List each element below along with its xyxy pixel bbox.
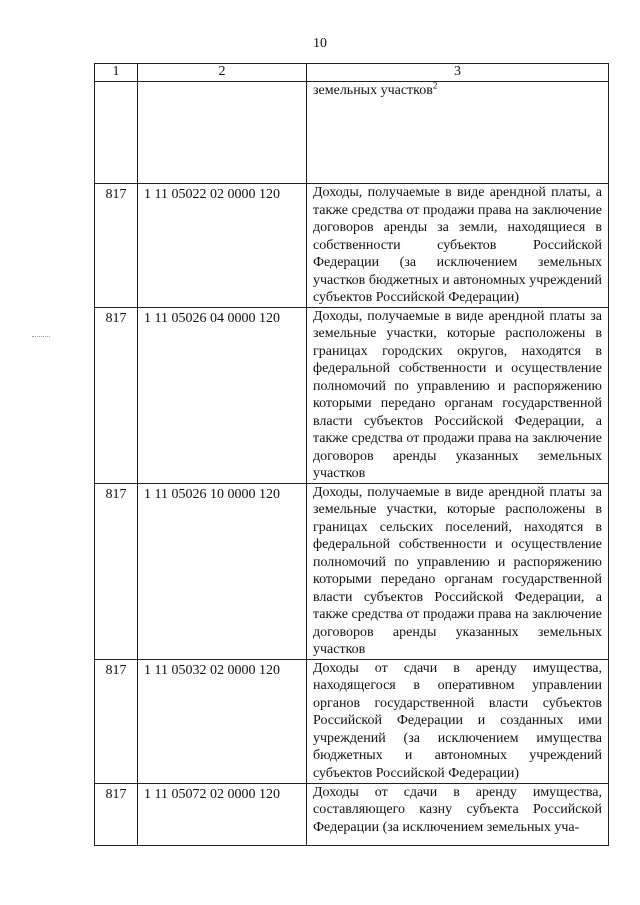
admin-code-cell: 817 [95,184,138,308]
continuation-text: земельных участков [313,83,433,98]
continuation-cell [307,82,609,184]
table-header-row [95,64,609,82]
kbk-code-cell: 1 11 05072 02 0000 120 [138,783,307,845]
admin-code-cell: 817 [95,659,138,783]
table-row [95,483,609,659]
column-header-2: 2 [138,64,307,82]
description-cell: Доходы от сдачи в аренду имущества, составляющего казну субъекта Российской Федерации (за исключением земельных уча- [307,783,609,845]
empty-cell [95,82,138,184]
table-row [95,783,609,845]
admin-code-cell: 817 [95,307,138,483]
admin-code-cell: 817 [95,783,138,845]
column-header-3: 3 [307,64,609,82]
footnote-marker: 2 [432,80,438,91]
kbk-code-cell: 1 11 05026 04 0000 120 [138,307,307,483]
kbk-code-cell: 1 11 05026 10 0000 120 [138,483,307,659]
page-number: 10 [313,36,327,51]
table-row-continuation [95,82,609,184]
table-row [95,184,609,308]
description-cell: Доходы, получаемые в виде арендной платы за земельные участки, которые расположены в границах городских округов, находятся в федеральной собственности и осуществление полномочий по управлению и распоряжению которыми передано органам государственной власти субъектов Российской Федерации, а также средства от продажи права на заключение договоров аренды указанных земельных участков [307,307,609,483]
column-header-1: 1 [95,64,138,82]
description-cell: Доходы, получаемые в виде арендной платы, а также средства от продажи права на заключение договоров аренды за земли, находящиеся в собственности субъектов Российской Федерации (за исключением земельных участков бюджетных и автономных учреждений субъектов Российской Федерации) [307,184,609,308]
description-cell: Доходы, получаемые в виде арендной платы за земельные участки, которые расположены в границах сельских поселений, находятся в федеральной собственности и осуществление полномочий по управлению и распоряжению которыми передано органам государственной власти субъектов Российской Федерации, а также средства от продажи права на заключение договоров аренды указанных земельных участков [307,483,609,659]
empty-cell [138,82,307,184]
table-row [95,307,609,483]
admin-code-cell: 817 [95,483,138,659]
kbk-code-cell: 1 11 05032 02 0000 120 [138,659,307,783]
budget-classification-table [94,63,609,846]
table-row [95,659,609,783]
kbk-code-cell: 1 11 05022 02 0000 120 [138,184,307,308]
margin-mark [32,336,50,337]
description-cell: Доходы от сдачи в аренду имущества, находящегося в оперативном управлении органов государственной власти субъектов Российской Федерации и созданных ими учреждений (за исключением имущества бюджетных и автономных учреждений субъектов Российской Федерации) [307,659,609,783]
